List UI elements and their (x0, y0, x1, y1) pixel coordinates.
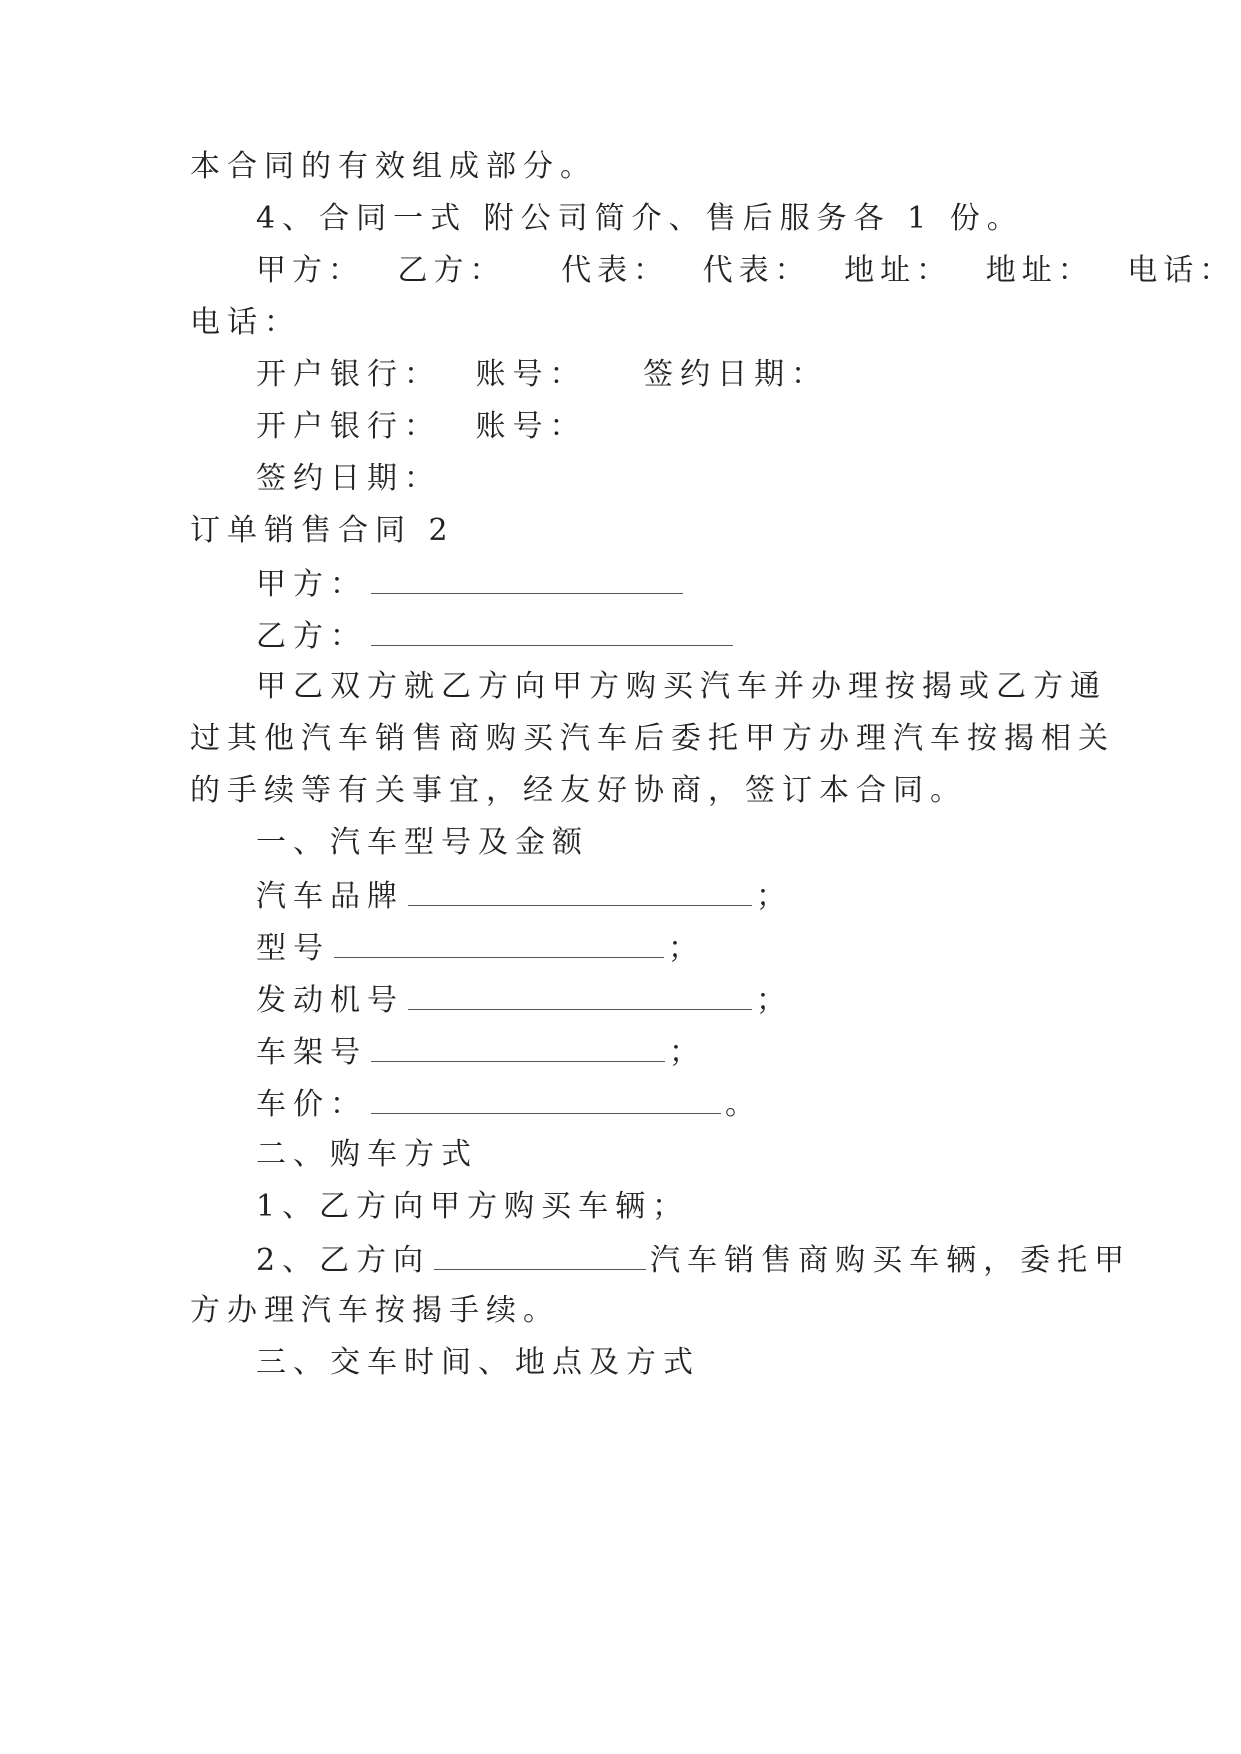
sign-date-label: 签约日期： (256, 461, 441, 496)
paragraph-line (256, 1187, 689, 1227)
text: 方办理汽车按揭手续。 (190, 1293, 560, 1328)
party-a-row (256, 563, 687, 605)
phone-label: 电话： (190, 305, 301, 340)
frame-number-label: 车架号 (256, 1035, 367, 1070)
paragraph-line (190, 719, 1115, 759)
car-brand-row (256, 875, 793, 917)
account-label: 账号： (475, 357, 587, 392)
engine-number-label: 发动机号 (256, 983, 404, 1018)
car-price-row (256, 1083, 762, 1125)
blank-line (434, 1239, 646, 1270)
party-b-label: 乙方： (397, 253, 506, 288)
car-brand-label: 汽车品牌 (256, 879, 404, 914)
heading: 三、交车时间、地点及方式 (256, 1345, 700, 1380)
contract-title: 订单销售合同 2 (190, 513, 455, 548)
car-model-row (256, 927, 705, 969)
text: 本合同的有效组成部分。 (190, 149, 597, 184)
section-heading (256, 1135, 478, 1175)
blank-line (371, 615, 733, 646)
blank-line (371, 1083, 721, 1114)
punctuation: ； (669, 1035, 706, 1070)
text: 2、乙方向 (256, 1243, 431, 1278)
text-line-contract-part (190, 147, 597, 187)
party-a-label: 甲方： (256, 253, 364, 288)
bank-label: 开户银行： (256, 409, 441, 444)
blank-line (408, 875, 752, 906)
representative-label: 代表： (702, 253, 811, 288)
frame-number-row (256, 1031, 706, 1073)
sign-date-label: 签约日期： (643, 357, 829, 392)
phone-label: 电话： (1127, 253, 1236, 288)
address-label: 地址： (985, 253, 1094, 288)
address-label: 地址： (844, 253, 953, 288)
bank-fields-row (256, 407, 587, 447)
punctuation: ； (756, 983, 793, 1018)
heading: 一、汽车型号及金额 (256, 825, 589, 860)
section-title (190, 511, 455, 551)
car-model-label: 型号 (256, 931, 330, 966)
representative-label: 代表： (561, 253, 670, 288)
paragraph-line (190, 771, 967, 811)
bank-label: 开户银行： (256, 357, 441, 392)
bank-fields-row (256, 355, 828, 395)
signature-fields-row (256, 251, 1235, 291)
paragraph-line (256, 667, 1107, 707)
paragraph-line (190, 1291, 560, 1331)
text: 4、合同一式 附公司简介、售后服务各 1 份。 (256, 201, 1024, 236)
section-heading (256, 823, 589, 863)
blank-line (334, 927, 664, 958)
text: 的手续等有关事宜，经友好协商，签订本合同。 (190, 773, 967, 808)
text: 过其他汽车销售商购买汽车后委托甲方办理汽车按揭相关 (190, 721, 1115, 756)
heading: 二、购车方式 (256, 1137, 478, 1172)
account-label: 账号： (475, 409, 587, 444)
car-price-label: 车价： (256, 1087, 367, 1122)
punctuation: ； (756, 879, 793, 914)
party-a-label: 甲方： (256, 567, 367, 602)
text: 汽车销售商购买车辆，委托甲 (650, 1243, 1132, 1278)
text-line-phone (190, 303, 301, 343)
section-heading (256, 1343, 700, 1383)
sign-date-row (256, 459, 441, 499)
engine-number-row (256, 979, 793, 1021)
blank-line (408, 979, 752, 1010)
blank-line (371, 563, 683, 594)
blank-line (371, 1031, 665, 1062)
text: 甲乙双方就乙方向甲方购买汽车并办理按揭或乙方通 (256, 669, 1107, 704)
punctuation: ； (668, 931, 705, 966)
party-b-label: 乙方： (256, 619, 367, 654)
text: 1、乙方向甲方购买车辆； (256, 1189, 690, 1224)
punctuation: 。 (725, 1087, 762, 1122)
party-b-row (256, 615, 737, 657)
text-line-copies (256, 199, 1024, 239)
paragraph-line (256, 1239, 1131, 1281)
